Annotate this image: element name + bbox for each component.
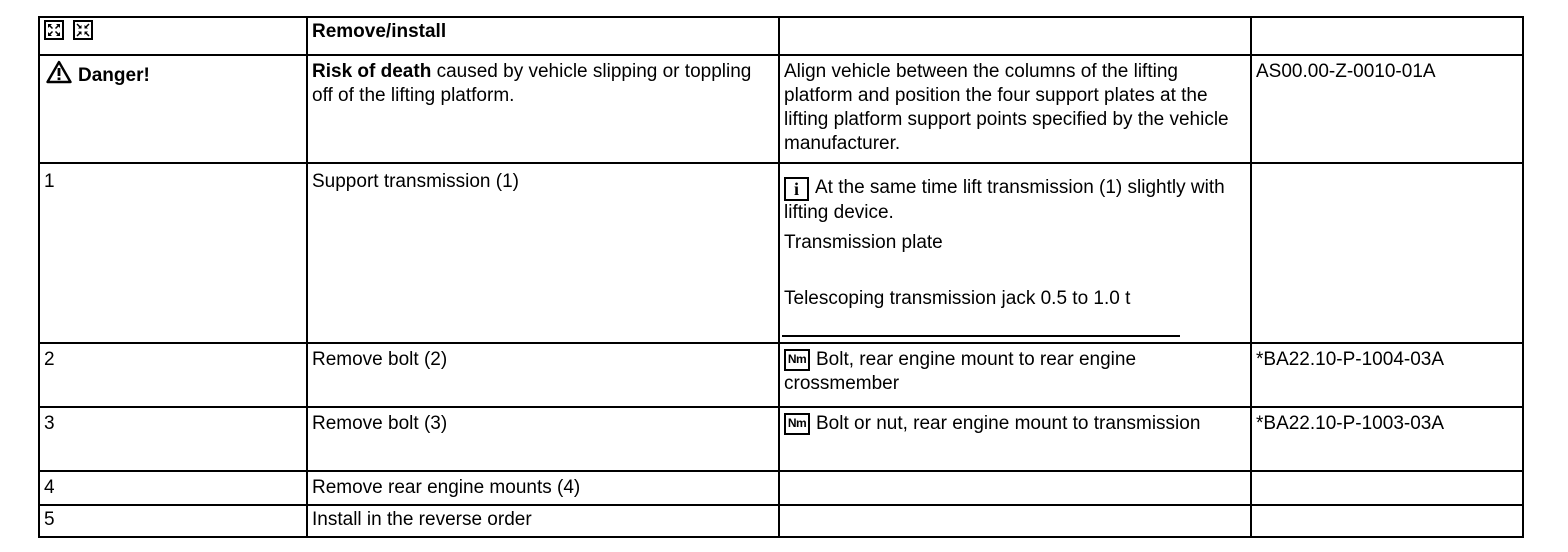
header-empty-cell bbox=[1251, 17, 1523, 55]
step-note bbox=[779, 505, 1251, 537]
danger-row bbox=[39, 55, 1523, 163]
divider bbox=[782, 335, 1180, 337]
view-toggle-cell bbox=[39, 17, 307, 55]
expand-icon[interactable] bbox=[44, 20, 64, 40]
step-note-cell bbox=[779, 407, 1251, 471]
collapse-icon[interactable] bbox=[73, 20, 93, 40]
torque-icon: Nm bbox=[784, 349, 810, 371]
step-note bbox=[779, 471, 1251, 505]
step-number: 4 bbox=[39, 471, 307, 505]
step-note: Bolt, rear engine mount to rear engine crossmember bbox=[784, 349, 1137, 394]
risk-cell bbox=[307, 55, 779, 163]
step-reference-link[interactable]: *BA22.10-P-1004-03A bbox=[1251, 343, 1523, 407]
tool-name: Telescoping transmission jack 0.5 to 1.0 t bbox=[784, 288, 1131, 309]
tool-name: Transmission plate bbox=[784, 232, 943, 253]
step-reference bbox=[1251, 505, 1523, 537]
step-reference-link[interactable]: *BA22.10-P-1003-03A bbox=[1251, 407, 1523, 471]
step-reference bbox=[1251, 471, 1523, 505]
step-row bbox=[39, 343, 1523, 407]
step-row bbox=[39, 505, 1523, 537]
danger-reference-link[interactable]: AS00.00-Z-0010-01A bbox=[1251, 55, 1523, 163]
header-row bbox=[39, 17, 1523, 55]
info-icon: i bbox=[784, 177, 809, 201]
step-number: 1 bbox=[39, 163, 307, 343]
step-row bbox=[39, 163, 1523, 343]
step-number: 5 bbox=[39, 505, 307, 537]
torque-icon: Nm bbox=[784, 413, 810, 435]
step-reference bbox=[1251, 163, 1523, 343]
risk-text: caused by vehicle slipping or toppling off of the lifting platform. bbox=[312, 61, 752, 106]
danger-label: Danger! bbox=[78, 65, 150, 86]
step-note: At the same time lift transmission (1) slightly with lifting device. bbox=[784, 177, 1225, 223]
step-action: Support transmission (1) bbox=[307, 163, 779, 343]
section-title: Remove/install bbox=[307, 17, 779, 55]
warning-triangle-icon bbox=[46, 60, 72, 91]
step-note: Bolt or nut, rear engine mount to transmission bbox=[816, 413, 1201, 434]
procedure-table bbox=[38, 16, 1524, 538]
step-number: 2 bbox=[39, 343, 307, 407]
step-note-cell bbox=[779, 343, 1251, 407]
danger-label-cell bbox=[39, 55, 307, 163]
step-note-cell bbox=[779, 163, 1251, 343]
step-number: 3 bbox=[39, 407, 307, 471]
header-empty-cell bbox=[779, 17, 1251, 55]
step-action: Remove bolt (2) bbox=[307, 343, 779, 407]
danger-measure: Align vehicle between the columns of the lifting platform and position the four support plates at the lifting platform support points specified by the vehicle manufacturer. bbox=[779, 55, 1251, 163]
step-row bbox=[39, 471, 1523, 505]
step-action: Remove bolt (3) bbox=[307, 407, 779, 471]
risk-bold-text: Risk of death bbox=[312, 61, 432, 82]
step-action: Remove rear engine mounts (4) bbox=[307, 471, 779, 505]
step-action: Install in the reverse order bbox=[307, 505, 779, 537]
step-row bbox=[39, 407, 1523, 471]
